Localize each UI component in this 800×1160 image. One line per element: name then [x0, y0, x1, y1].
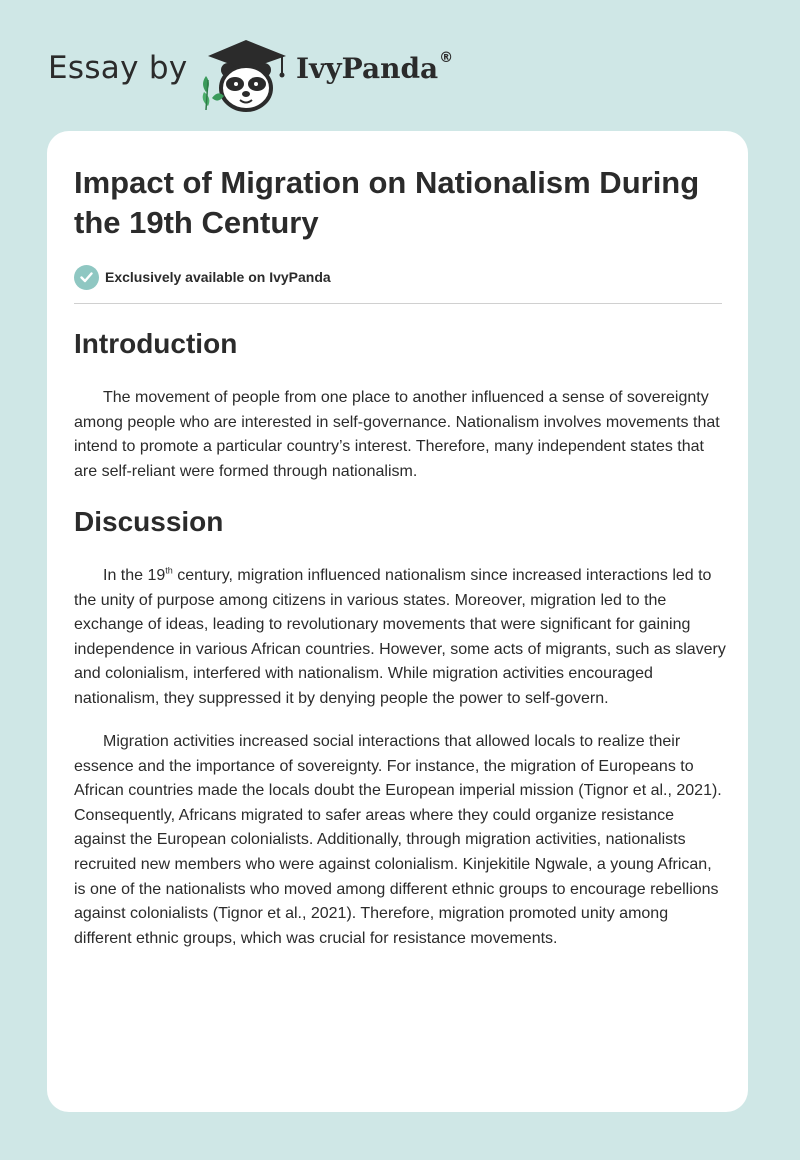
section-heading-introduction: Introduction — [74, 328, 238, 359]
section-heading-discussion: Discussion — [74, 506, 224, 537]
essay-by-label: Essay by — [48, 50, 188, 86]
badge-text: Exclusively available on IvyPanda — [105, 269, 331, 285]
exclusive-badge — [74, 264, 331, 290]
paragraph-discussion-2: Migration activities increased social interactions that allowed locals to realize their essence and the importance of sovereignty. For instance, the migration of Europeans to African countries made the locals doubt the European imperial mission (Tignor et al., 2021). Consequently, Africans migrated to safer areas where they could organize resistance against the European colonialists. Additionally, through migration activities, nationalists recruited new members who were against colonialism. Kinjekitile Ngwale, a young African, is one of the nationalists who moved among different ethnic groups to encourage rebellions against colonialists (Tignor et al., 2021). Therefore, migration promoted unity among different ethnic groups, which was crucial for resistance movements. — [74, 733, 722, 947]
article-card — [47, 131, 748, 1112]
paragraph-discussion-1: In the 19th century, migration influenced nationalism since increased interactions led to the unity of purpose among citizens in various states. Moreover, migration led to the exchange of ideas, leading to revolutionary movements that were significant for gaining independence in various African countries. However, some acts of migrants, such as slavery and colonialism, interfered with nationalism. While migration activities encouraged nationalism, they suppressed it by denying people the power to self-govern. — [74, 565, 726, 707]
brand-name: IvyPanda® — [296, 49, 454, 85]
panda-logo-icon — [198, 34, 294, 114]
divider — [74, 303, 722, 304]
paragraph-introduction: The movement of people from one place to another influenced a sense of sovereignty among people who are interested in self-governance. Nationalism involves movements that intend to promote a particular country’s interest. Therefore, many independent states that are self-reliant were formed through nationalism. — [74, 389, 720, 480]
brand-header — [48, 30, 508, 110]
check-icon — [74, 265, 99, 290]
article-title: Impact of Migration on Nationalism During the 19th Century — [74, 165, 700, 240]
